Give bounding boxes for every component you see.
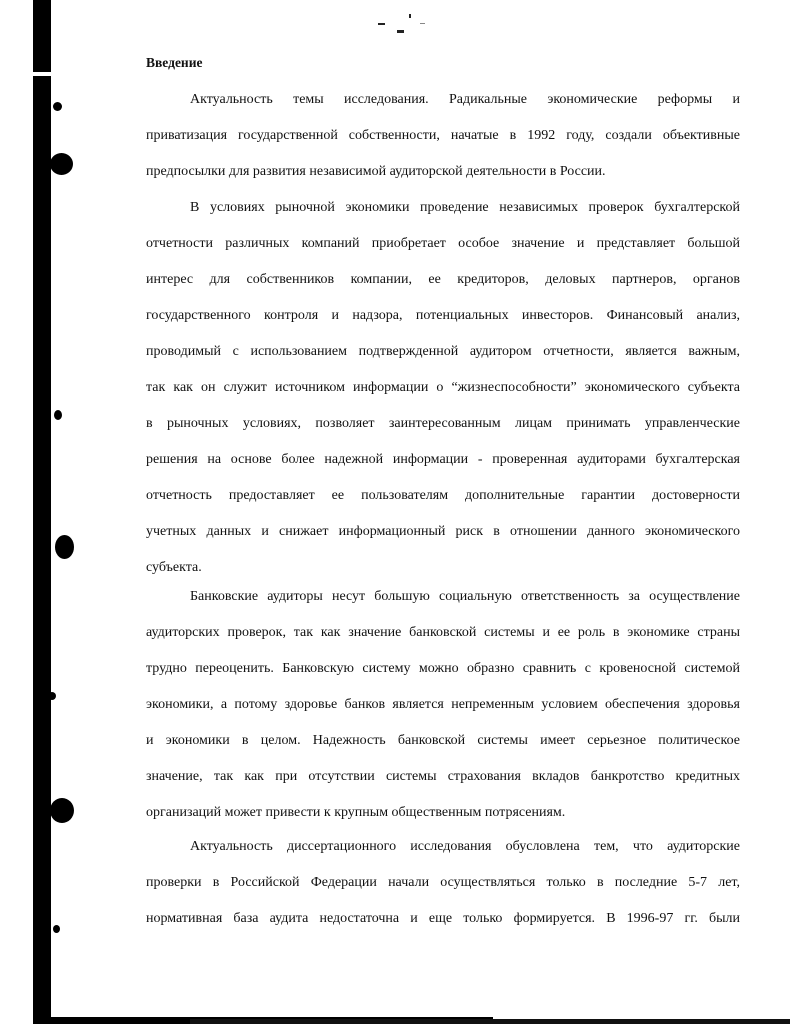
punch-hole-mark bbox=[55, 535, 74, 559]
scan-left-binding-bar bbox=[33, 0, 51, 1024]
text-line: интерес для собственников компании, ее кредиторов, деловых партнеров, органов bbox=[146, 272, 740, 287]
text-line: экономики, а потому здоровье банков является непременным условием обеспечения здоровья bbox=[146, 697, 740, 712]
scan-left-bar-gap bbox=[33, 72, 51, 76]
punch-hole-mark bbox=[50, 153, 73, 175]
text-line: значение, так как при отсутствии системы страхования вкладов банкротство кредитных bbox=[146, 769, 740, 784]
text-line: субъекта. bbox=[146, 560, 202, 575]
text-line: организаций может привести к крупным общественным потрясениям. bbox=[146, 805, 566, 820]
scan-speck bbox=[420, 23, 425, 24]
scan-speck bbox=[397, 30, 404, 33]
text-line: Актуальность темы исследования. Радикальные экономические реформы и bbox=[190, 92, 740, 107]
text-line: предпосылки для развития независимой аудиторской деятельности в России. bbox=[146, 164, 606, 179]
paragraph-1 bbox=[146, 82, 740, 190]
text-line: так как он служит источником информации о “жизнеспособности” экономического субъекта bbox=[146, 380, 740, 395]
text-line: Актуальность диссертационного исследования обусловлена тем, что аудиторские bbox=[190, 839, 740, 854]
text-line: отчетность предоставляет ее пользователям дополнительные гарантии достоверности bbox=[146, 488, 740, 503]
punch-hole-mark bbox=[50, 798, 74, 823]
punch-hole-mark bbox=[48, 692, 56, 700]
text-line: В условиях рыночной экономики проведение независимых проверок бухгалтерской bbox=[190, 200, 740, 215]
punch-hole-mark bbox=[53, 102, 62, 111]
text-line: приватизация государственной собственности, начатые в 1992 году, создали объективные bbox=[146, 128, 740, 143]
text-line: трудно переоценить. Банковскую систему можно образно сравнить с кровеносной системой bbox=[146, 661, 740, 676]
text-line: проводимый с использованием подтвержденной аудитором отчетности, является важным, bbox=[146, 344, 740, 359]
paragraph-4 bbox=[146, 829, 740, 937]
text-line: отчетности различных компаний приобретает особое значение и представляет большой bbox=[146, 236, 740, 251]
text-line: проверки в Российской Федерации начали осуществляться только в последние 5-7 лет, bbox=[146, 875, 740, 890]
punch-hole-mark bbox=[53, 925, 60, 933]
text-line: решения на основе более надежной информации - проверенная аудиторами бухгалтерская bbox=[146, 452, 740, 467]
paragraph-2 bbox=[146, 190, 740, 586]
section-heading: Введение bbox=[146, 55, 203, 70]
paragraph-3 bbox=[146, 579, 740, 831]
text-line: государственного контроля и надзора, потенциальных инвесторов. Финансовый анализ, bbox=[146, 308, 740, 323]
text-line: учетных данных и снижает информационный риск в отношении данного экономического bbox=[146, 524, 740, 539]
punch-hole-mark bbox=[54, 410, 62, 420]
scan-speck bbox=[409, 14, 411, 18]
text-line: аудиторских проверок, так как значение банковской системы и ее роль в экономике страны bbox=[146, 625, 740, 640]
text-line: Банковские аудиторы несут большую социальную ответственность за осуществление bbox=[190, 589, 740, 604]
scan-bottom-edge-2 bbox=[190, 1019, 790, 1024]
text-line: в рыночных условиях, позволяет заинтересованным лицам принимать управленческие bbox=[146, 416, 740, 431]
text-line: и экономики в целом. Надежность банковской системы имеет серьезное политическое bbox=[146, 733, 740, 748]
text-line: нормативная база аудита недостаточна и еще только формируется. В 1996-97 гг. были bbox=[146, 911, 740, 926]
scan-speck bbox=[378, 23, 385, 25]
